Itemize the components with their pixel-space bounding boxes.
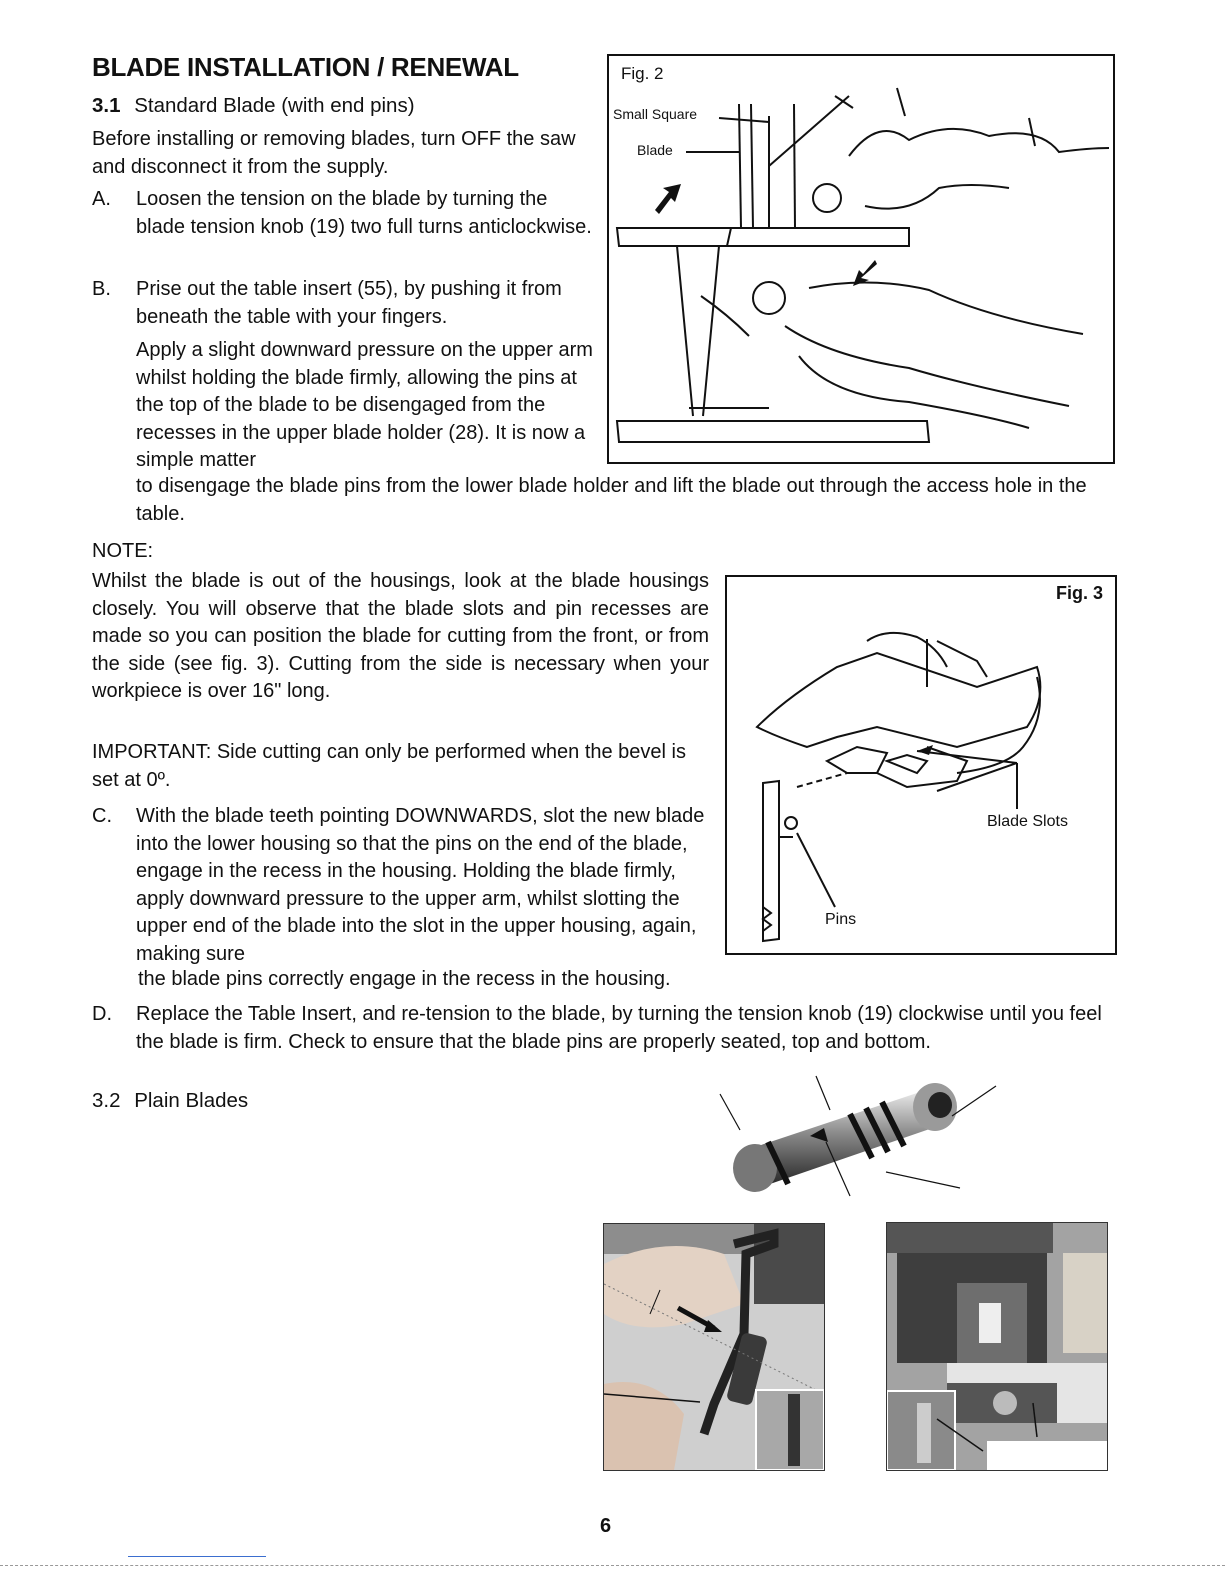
page-title: BLADE INSTALLATION / RENEWAL	[92, 52, 519, 82]
step-c	[92, 803, 712, 968]
figure-2-caption: Fig. 2	[621, 64, 664, 83]
intro-paragraph: Before installing or removing blades, turn OFF the saw and disconnect it from the supply.	[92, 128, 576, 178]
fig-2-illustration	[609, 56, 1113, 462]
label-blade: Blade	[637, 142, 673, 158]
footer-rule	[0, 1565, 1225, 1567]
step-a-label: A.	[92, 188, 111, 210]
figure-3	[725, 575, 1117, 955]
label-small-square: Small Square	[613, 106, 698, 122]
step-b-paragraph-2: Apply a slight downward pressure on the upper arm whilst holding the blade firmly, allowing the pins at the top of the blade to be disengaged from the recesses in the upper blade holder (28). It is now a simple matter	[136, 339, 593, 471]
step-a-text: Loosen the tension on the blade by turning the blade tension knob (19) two full turns anticlockwise.	[136, 188, 592, 238]
figure-3-caption: Fig. 3	[1055, 583, 1103, 603]
photo-blade-housing	[886, 1222, 1108, 1471]
fig-3-illustration	[727, 577, 1115, 953]
note-paragraph: Whilst the blade is out of the housings, look at the blade housings closely. You will observe that the blade slots and pin recesses are made so you can position the blade for cutting from the front, or from the side (see fig. 3). Cutting from the side is necessary when your workpiece is over 16" long.	[92, 570, 709, 702]
photo-hex-key	[603, 1223, 825, 1471]
step-b-label: B.	[92, 278, 111, 300]
step-c-text: With the blade teeth pointing DOWNWARDS, slot the new blade into the lower housing so that the pins on the end of the blade, engage in the recess in the housing. Holding the blade firmly, apply downward pressure to the upper arm, whilst slotting the upper end of the blade into the slot in the upper housing, again, making sure	[136, 805, 705, 965]
step-c-paragraph-2: the blade pins correctly engage in the recess in the housing.	[138, 968, 671, 990]
section-number: 3.2	[92, 1089, 121, 1112]
step-b-paragraph-3: to disengage the blade pins from the lower blade holder and lift the blade out through the access hole in the table.	[136, 475, 1087, 525]
section-number: 3.1	[92, 94, 121, 117]
step-c-label: C.	[92, 805, 112, 827]
step-b-text: Prise out the table insert (55), by pushing it from beneath the table with your fingers.	[136, 278, 562, 328]
section-3-2-heading	[92, 1089, 248, 1113]
blade-coupler-photo	[700, 1072, 1010, 1212]
figure-2	[607, 54, 1115, 464]
label-pins: Pins	[825, 911, 857, 928]
step-d	[92, 1001, 1127, 1056]
note-label: NOTE:	[92, 540, 154, 562]
important-paragraph: IMPORTANT: Side cutting can only be performed when the bevel is set at 0º.	[92, 741, 686, 791]
page-number: 6	[600, 1515, 612, 1537]
step-a	[92, 186, 597, 241]
step-b	[92, 276, 597, 331]
label-blade-slots: Blade Slots	[987, 813, 1068, 830]
section-heading-text: Plain Blades	[134, 1089, 249, 1112]
section-3-1-heading	[92, 94, 415, 118]
section-heading-text: Standard Blade (with end pins)	[134, 94, 415, 117]
footer-link-underline	[128, 1556, 266, 1557]
photo-hex-key-image	[604, 1224, 824, 1470]
photo-blade-housing-image	[887, 1223, 1107, 1470]
step-d-label: D.	[92, 1003, 112, 1025]
step-d-text: Replace the Table Insert, and re-tension to the blade, by turning the tension knob (19) clockwise until you feel the blade is firm. Check to ensure that the blade pins are properly seated, top and bottom.	[136, 1003, 1102, 1053]
